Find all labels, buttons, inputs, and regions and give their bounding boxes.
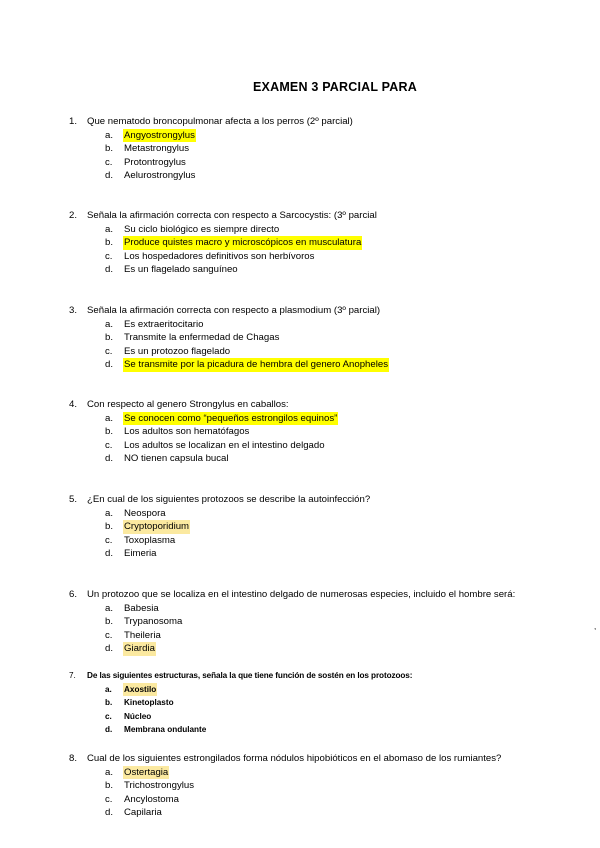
option-c	[69, 629, 589, 643]
question-number: 4.	[69, 399, 78, 410]
option-c	[69, 534, 589, 548]
option-b	[69, 331, 589, 345]
option-text: Se conocen como “pequeños estrongilos equinos”	[124, 412, 338, 424]
option-a	[69, 507, 589, 521]
option-letter: d.	[105, 807, 114, 819]
question-text: Un protozoo que se localiza en el intestino delgado de numerosas especies, incluido el hombre será:	[87, 589, 516, 600]
option-c	[69, 439, 589, 453]
option-text: Produce quistes macro y microscópicos en musculatura	[124, 237, 362, 249]
exam-title: EXAMEN 3 PARCIAL PARA	[253, 80, 417, 94]
option-text: Su ciclo biológico es siempre directo	[124, 223, 280, 235]
question-2	[69, 209, 589, 277]
question-text: Señala la afirmación correcta con respecto a Sarcocystis: (3º parcial	[87, 210, 377, 221]
question-text: Que nematodo broncopulmonar afecta a los perros (2º parcial)	[87, 116, 353, 127]
option-letter: d.	[105, 359, 114, 371]
option-text: Neospora	[124, 507, 166, 519]
option-d	[69, 547, 589, 561]
option-d	[69, 806, 589, 820]
question-6	[69, 588, 589, 656]
option-text: Núcleo	[124, 711, 152, 721]
question-text: ¿En cual de los siguientes protozoos se describe la autoinfección?	[87, 494, 371, 505]
option-letter: c.	[105, 345, 113, 357]
option-text: Toxoplasma	[124, 534, 176, 546]
option-letter: a.	[105, 412, 114, 424]
option-letter: a.	[105, 223, 114, 235]
question-3	[69, 304, 589, 372]
option-text: NO tienen capsula bucal	[124, 453, 229, 465]
option-text: Es un protozoo flagelado	[124, 345, 231, 357]
option-text: Trichostrongylus	[124, 780, 195, 792]
option-text: Capilaria	[124, 807, 162, 819]
option-d	[69, 169, 589, 183]
option-text: Se transmite por la picadura de hembra del genero Anopheles	[124, 359, 388, 371]
option-text: Eimeria	[124, 548, 157, 560]
question-number: 2.	[69, 210, 78, 221]
option-text: Los hospedadores definitivos son herbívoros	[124, 250, 315, 262]
option-text: Giardia	[124, 643, 155, 655]
option-text: Ancylostoma	[124, 793, 179, 805]
option-text: Ostertagia	[124, 766, 169, 778]
question-7	[69, 669, 589, 737]
question-text: Cual de los siguientes estrongilados forma nódulos hipobióticos en el abomaso de los rumiantes?	[87, 753, 502, 764]
option-a	[69, 318, 589, 332]
question-number: 7.	[69, 671, 76, 680]
option-a	[69, 412, 589, 426]
option-letter: d.	[105, 453, 114, 465]
option-b	[69, 425, 589, 439]
option-letter: c.	[105, 629, 113, 641]
option-letter: b.	[105, 698, 113, 708]
question-5	[69, 493, 589, 561]
option-text: Es un flagelado sanguíneo	[124, 264, 238, 276]
option-text: Transmite la enfermedad de Chagas	[124, 332, 280, 344]
option-letter: a.	[105, 684, 112, 694]
option-text: Babesia	[124, 602, 159, 614]
option-letter: b.	[105, 237, 114, 249]
option-letter: b.	[105, 332, 114, 344]
option-d	[69, 723, 589, 737]
question-number: 6.	[69, 589, 78, 600]
option-d	[69, 358, 589, 372]
option-letter: d.	[105, 170, 114, 182]
option-letter: c.	[105, 439, 113, 451]
question-8	[69, 752, 589, 820]
option-a	[69, 766, 589, 780]
option-letter: a.	[105, 507, 114, 519]
option-letter: b.	[105, 143, 114, 155]
option-a	[69, 223, 589, 237]
option-text: Protontrogylus	[124, 156, 186, 168]
question-text: De las siguientes estructuras, señala la que tiene función de sostén en los protozoos:	[87, 671, 413, 680]
option-letter: b.	[105, 780, 114, 792]
option-text: Theileria	[124, 629, 161, 641]
option-letter: c.	[105, 793, 113, 805]
option-b	[69, 236, 589, 250]
option-letter: c.	[105, 250, 113, 262]
option-text: Trypanosoma	[124, 616, 183, 628]
option-b	[69, 520, 589, 534]
stray-mark: ,	[594, 622, 597, 631]
option-text: Angyostrongylus	[124, 129, 195, 141]
option-d	[69, 452, 589, 466]
option-letter: c.	[105, 534, 113, 546]
option-text: Es extraeritocitario	[124, 318, 204, 330]
option-letter: d.	[105, 725, 113, 735]
option-letter: c.	[105, 711, 112, 721]
question-1	[69, 115, 589, 183]
question-4	[69, 398, 589, 466]
option-letter: b.	[105, 426, 114, 438]
option-d	[69, 642, 589, 656]
question-text: Señala la afirmación correcta con respecto a plasmodium (3º parcial)	[87, 305, 381, 316]
option-c	[69, 793, 589, 807]
question-number: 5.	[69, 494, 78, 505]
option-b	[69, 779, 589, 793]
option-a	[69, 602, 589, 616]
question-number: 3.	[69, 305, 78, 316]
option-c	[69, 345, 589, 359]
option-letter: d.	[105, 548, 114, 560]
option-c	[69, 250, 589, 264]
option-letter: d.	[105, 643, 114, 655]
question-number: 1.	[69, 116, 78, 127]
option-d	[69, 263, 589, 277]
option-text: Cryptoporidium	[124, 521, 190, 533]
option-text: Aelurostrongylus	[124, 170, 196, 182]
question-number: 8.	[69, 753, 78, 764]
option-letter: b.	[105, 521, 114, 533]
option-c	[69, 710, 589, 724]
option-text: Membrana ondulante	[124, 725, 207, 735]
option-letter: b.	[105, 616, 114, 628]
option-letter: a.	[105, 129, 114, 141]
option-a	[69, 129, 589, 143]
option-letter: a.	[105, 766, 114, 778]
option-c	[69, 156, 589, 170]
option-letter: a.	[105, 318, 114, 330]
question-text: Con respecto al genero Strongylus en caballos:	[87, 399, 289, 410]
option-letter: d.	[105, 264, 114, 276]
option-b	[69, 142, 589, 156]
option-a	[69, 683, 589, 697]
option-b	[69, 615, 589, 629]
option-text: Los adultos se localizan en el intestino delgado	[124, 439, 325, 451]
option-text: Metastrongylus	[124, 143, 190, 155]
option-text: Kinetoplasto	[124, 698, 174, 708]
option-b	[69, 696, 589, 710]
option-text: Los adultos son hematófagos	[124, 426, 250, 438]
option-text: Axostilo	[123, 683, 157, 697]
option-letter: c.	[105, 156, 113, 168]
option-letter: a.	[105, 602, 114, 614]
